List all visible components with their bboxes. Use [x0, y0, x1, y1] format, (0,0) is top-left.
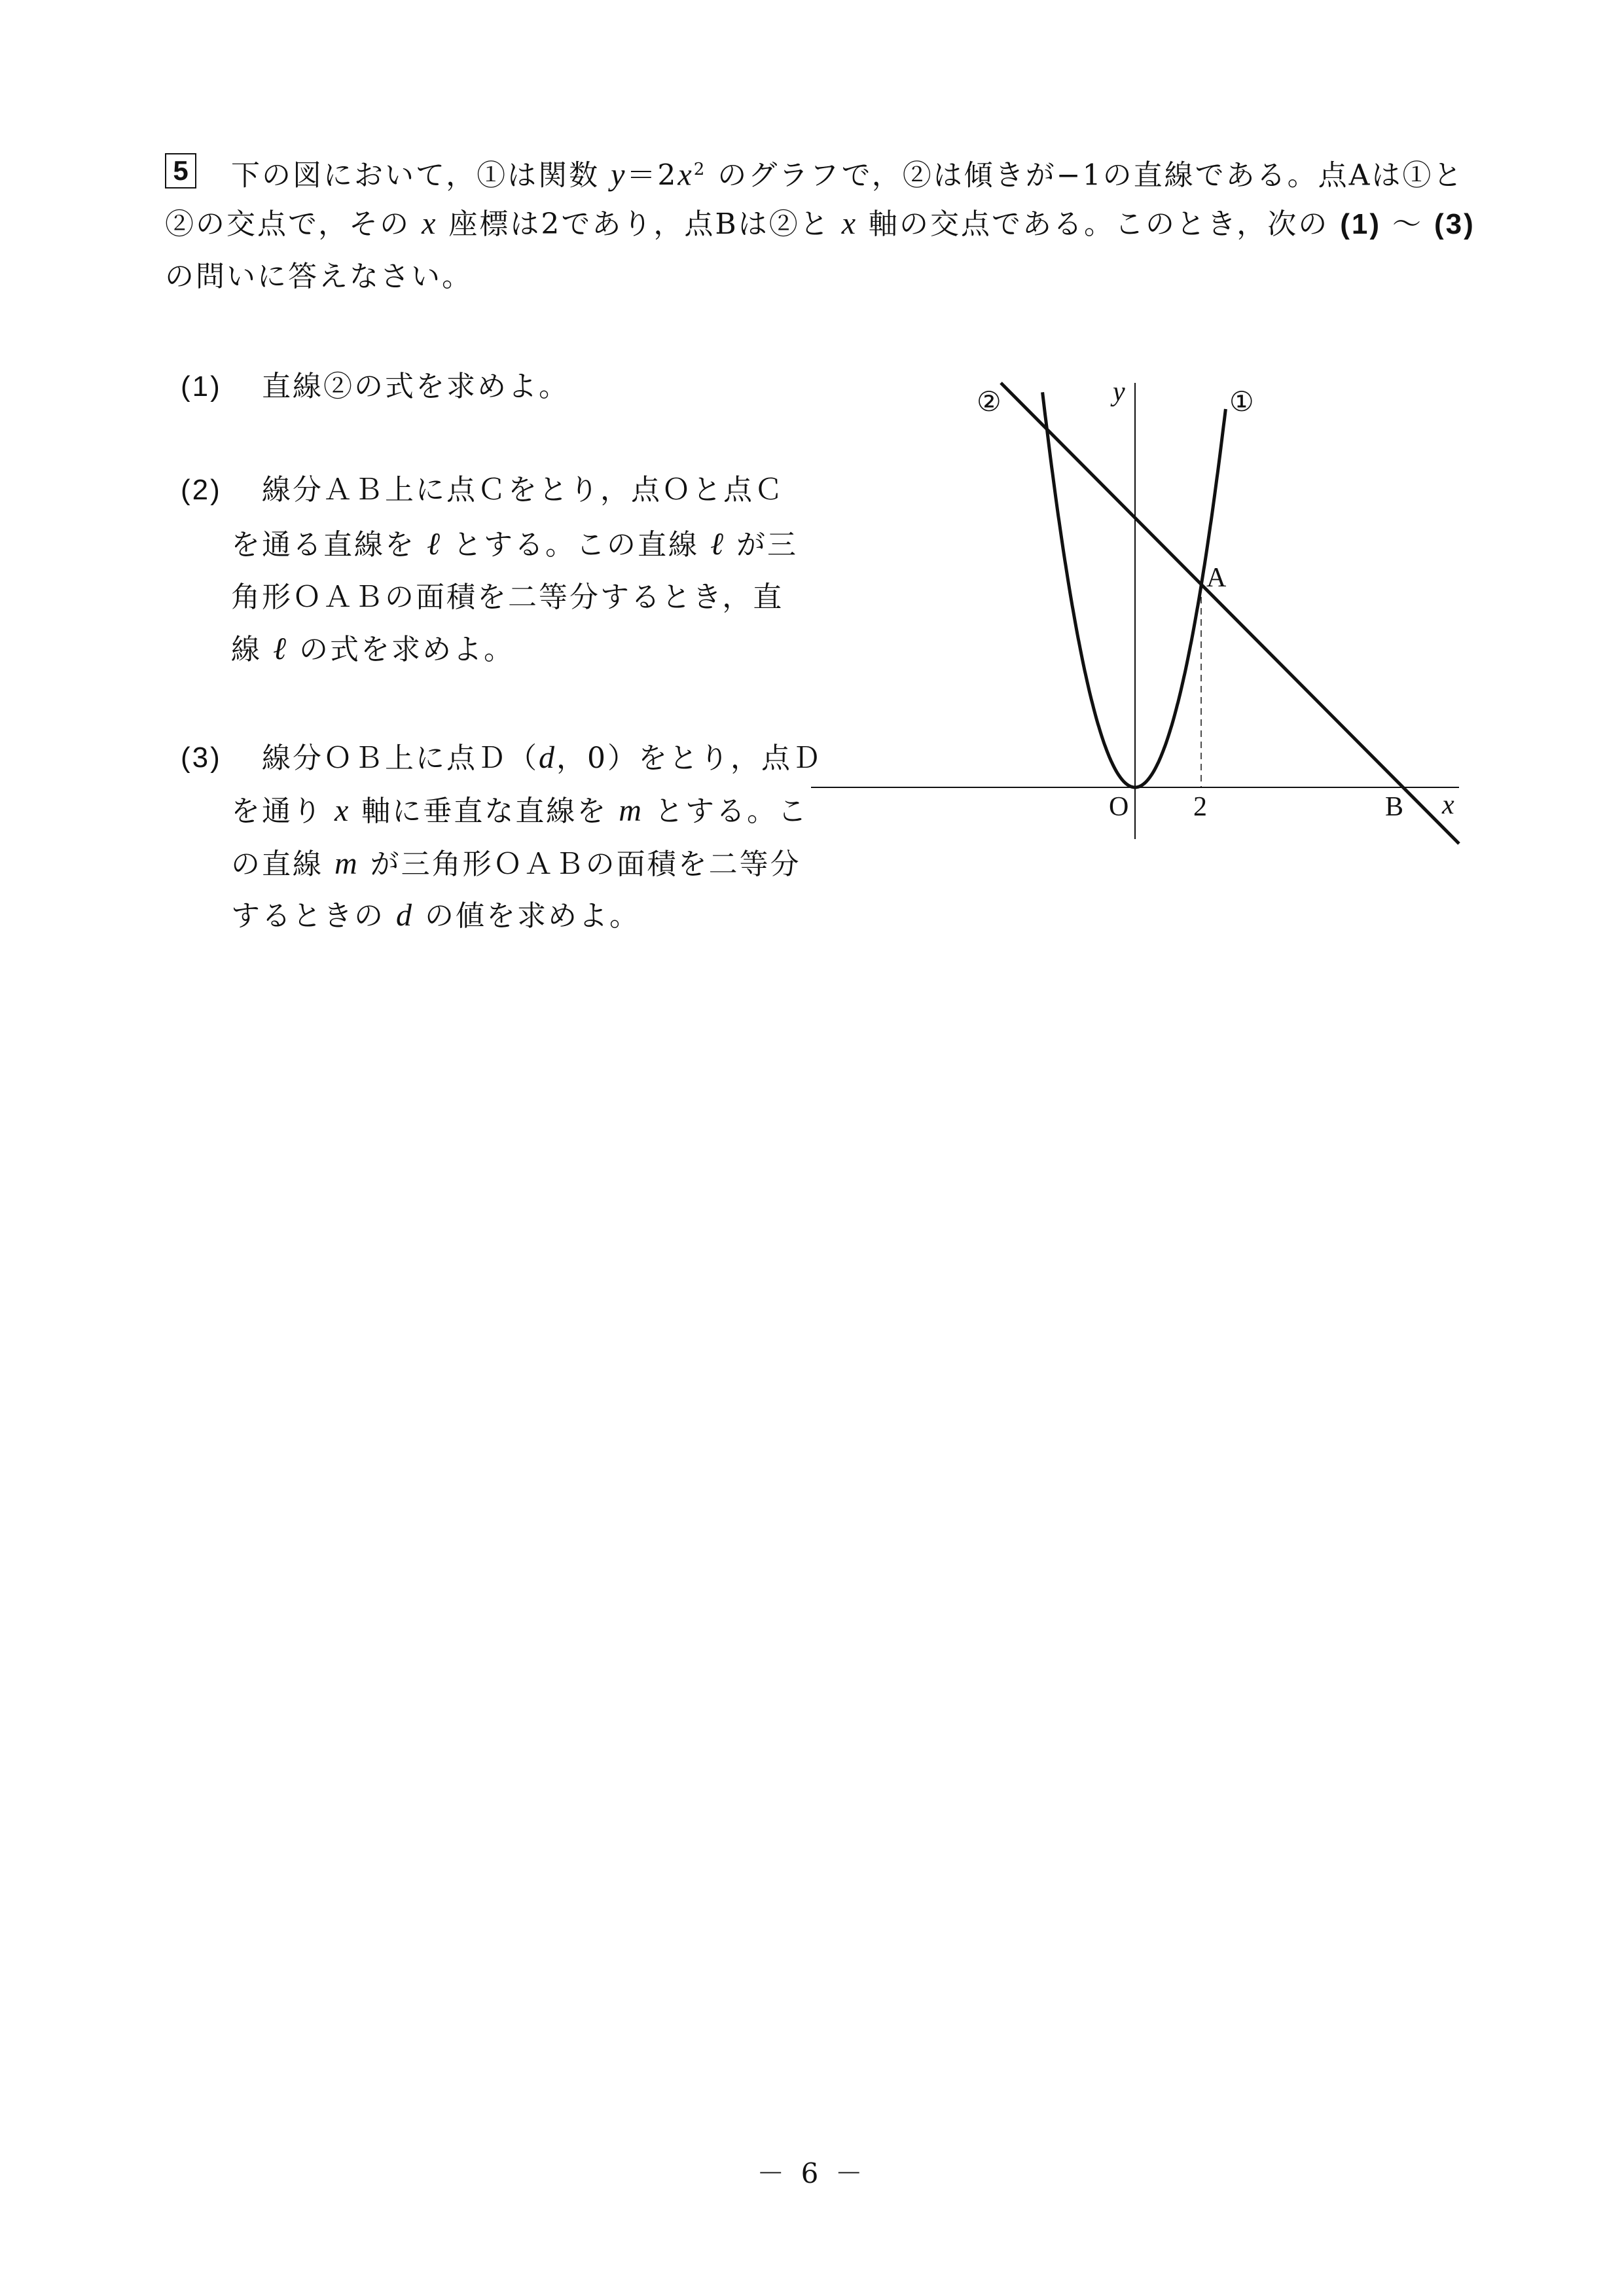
- tick-label-2: 2: [1193, 792, 1207, 822]
- text-segment: ＝2: [626, 158, 678, 192]
- x-axis-label: x: [1442, 790, 1454, 820]
- text-segment: ②の交点で，その: [165, 207, 422, 241]
- text-segment: するときの: [231, 899, 396, 933]
- line-2: [1001, 383, 1459, 844]
- point-a-label: A: [1206, 563, 1227, 593]
- math-variable: x: [334, 793, 351, 828]
- text-segment: が三: [725, 528, 798, 562]
- math-variable: d: [396, 898, 414, 933]
- point-b-label: B: [1385, 792, 1404, 822]
- math-variable: ℓ: [427, 527, 442, 562]
- text-segment: の式を求めよ。: [288, 633, 514, 666]
- question-number-2: (2): [181, 474, 222, 506]
- text-segment: 角形ＯＡＢの面積を二等分するとき，直: [231, 581, 784, 614]
- math-variable: y: [611, 157, 627, 192]
- math-variable: x: [841, 206, 858, 241]
- graph-figure: [0, 0, 1624, 916]
- text-segment: の直線: [231, 848, 334, 881]
- text-segment: 直線②の式を求めよ。: [262, 370, 569, 403]
- text-segment: の値を求めよ。: [414, 899, 640, 933]
- text-segment: とする。この直線: [442, 528, 710, 562]
- math-variable: ℓ: [710, 527, 725, 562]
- origin-label: O: [1109, 792, 1129, 822]
- text-segment: 座標は2であり，点Bは②と: [437, 207, 842, 241]
- math-variable: d: [539, 740, 556, 775]
- text-segment: 線分ＡＢ上に点Ｃをとり，点Ｏと点Ｃ: [262, 473, 785, 507]
- text-segment: 軸の交点である。このとき，次の: [857, 207, 1341, 241]
- text-segment: 下の図において，①は関数: [231, 158, 611, 192]
- text-segment: ，0）をとり，点Ｄ: [556, 742, 823, 775]
- text-segment: 軸に垂直な直線を: [350, 795, 619, 828]
- question-number-1: (1): [181, 370, 222, 403]
- text-segment: 線分ＯＢ上に点Ｄ（: [262, 742, 539, 775]
- text-segment: (1): [1340, 208, 1382, 240]
- text-segment: ～: [1381, 207, 1435, 241]
- text-segment: を通る直線を: [231, 528, 427, 562]
- exponent: 2: [693, 160, 707, 179]
- text-segment: とする。こ: [643, 795, 808, 828]
- text-segment: 線: [231, 633, 273, 666]
- label-line-2: ②: [977, 387, 1001, 418]
- text-segment: (3): [1434, 208, 1475, 240]
- math-variable: m: [334, 846, 359, 881]
- text-segment: のグラフで，②は傾きが−1の直線である。点Aは①と: [706, 158, 1464, 192]
- math-variable: x: [422, 206, 438, 241]
- y-axis-label: y: [1113, 377, 1125, 407]
- text-segment: が三角形ＯＡＢの面積を二等分: [359, 848, 801, 881]
- math-variable: ℓ: [273, 632, 288, 666]
- problem-number-box: 5: [165, 153, 196, 188]
- math-variable: x: [677, 157, 694, 192]
- text-segment: の問いに答えなさい。: [165, 260, 473, 293]
- math-variable: m: [619, 793, 643, 828]
- question-number-3: (3): [181, 742, 222, 774]
- text-segment: を通り: [231, 795, 334, 828]
- label-curve-1: ①: [1229, 387, 1254, 418]
- page-number: － 6 －: [757, 2157, 867, 2189]
